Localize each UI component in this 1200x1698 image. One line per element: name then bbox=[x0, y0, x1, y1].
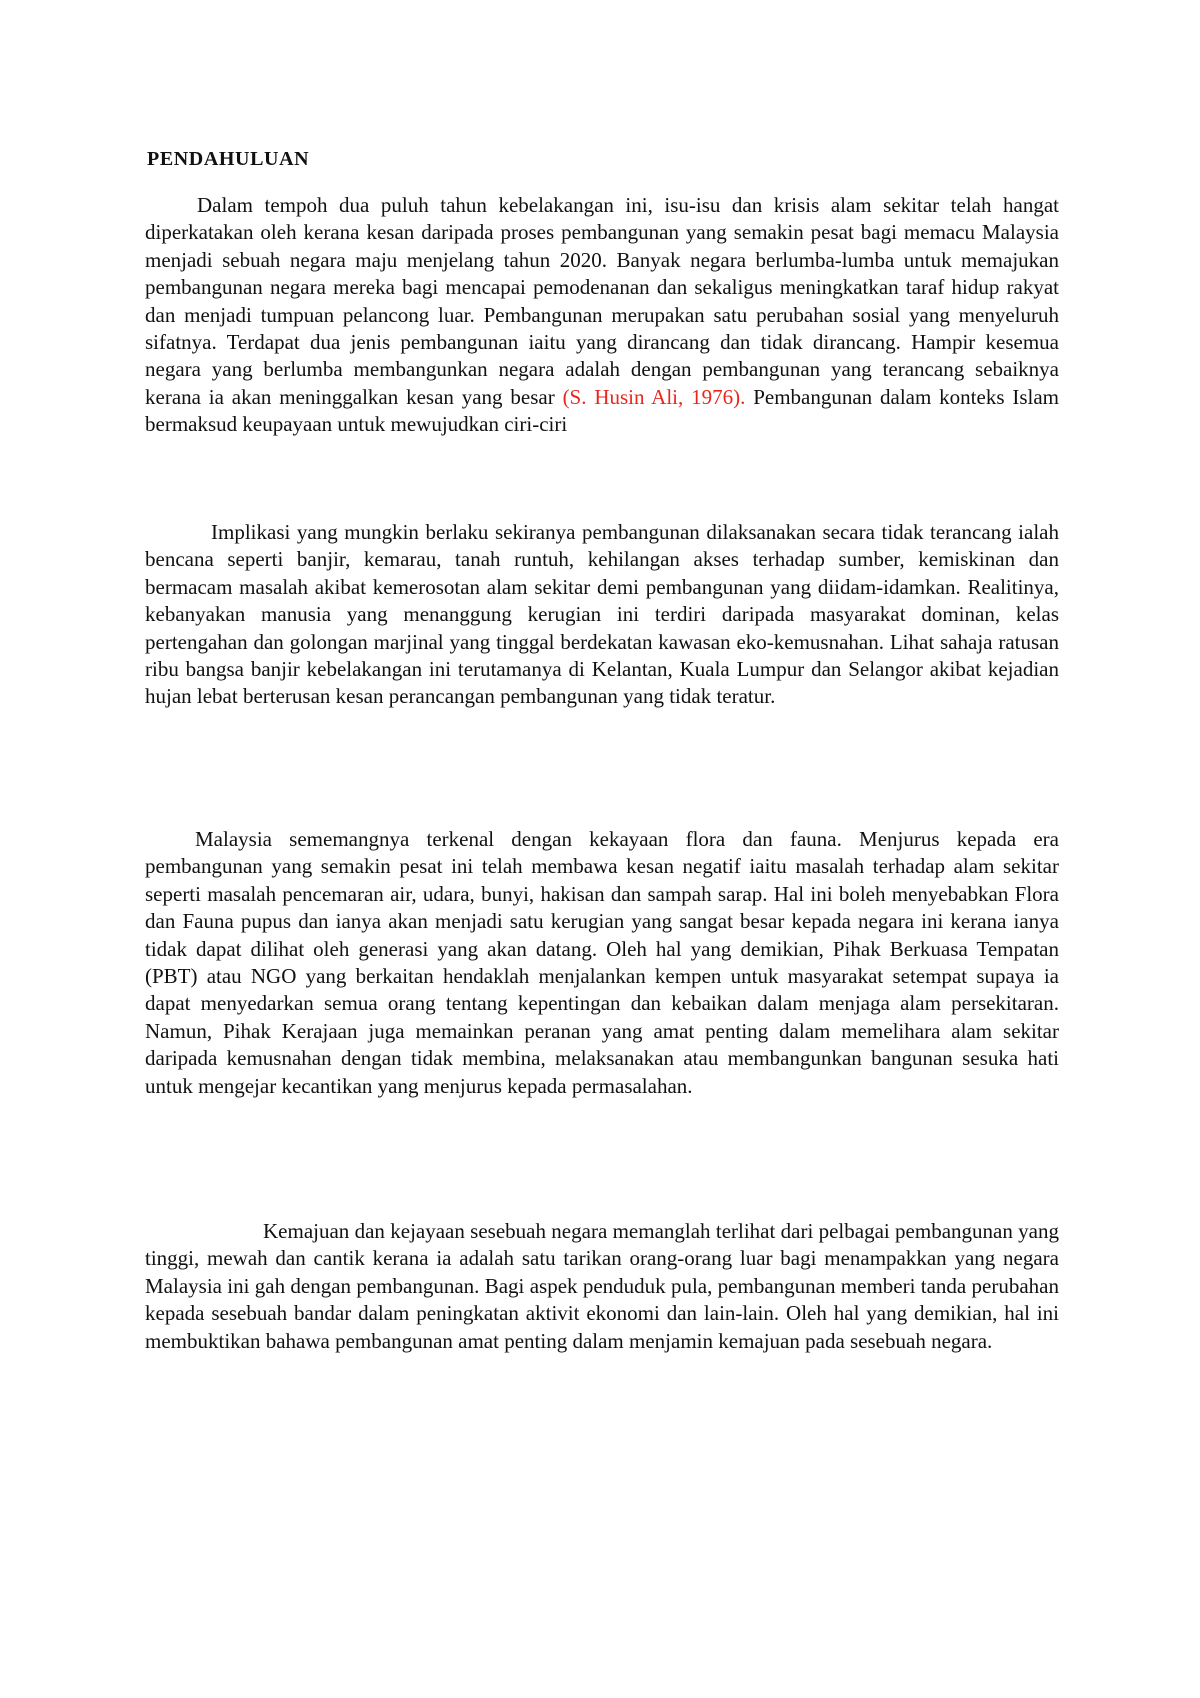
paragraph-introduction-text: Dalam tempoh dua puluh tahun kebelakangan ini, isu-isu dan krisis alam sekitar telah hangat diperkatakan oleh kerana kesan daripada proses pembangunan yang semakin pesat bagi memacu Malaysia menjadi sebuah negara maju menjelang tahun 2020. Banyak negara berlumba-lumba untuk memajukan pembangunan negara mereka bagi mencapai pemodenanan dan sekaligus meningkatkan taraf hidup rakyat dan menjadi tumpuan pelancong luar. Pembangunan merupakan satu perubahan sosial yang menyeluruh sifatnya. Terdapat dua jenis pembangunan iaitu yang dirancang dan tidak dirancang. Hampir kesemua negara yang berlumba membangunkan negara adalah dengan pembangunan yang terancang sebaiknya kerana ia akan meninggalkan kesan yang besar bbox=[145, 193, 1059, 409]
paragraph-introduction bbox=[145, 192, 1059, 439]
paragraph-introduction-continuation: Pembangunan dalam konteks Islam bermaksud keupayaan untuk mewujudkan ciri-ciri bbox=[145, 384, 1059, 437]
paragraph-flora-fauna: Malaysia sememangnya terkenal dengan kekayaan flora dan fauna. Menjurus kepada era pembangunan yang semakin pesat ini telah membawa kesan negatif iaitu masalah terhadap alam sekitar seperti masalah pencemaran air, udara, bunyi, hakisan dan sampah sarap. Hal ini boleh menyebabkan Flora dan Fauna pupus dan ianya akan menjadi satu kerugian yang sangat besar kepada negara ini kerana ianya tidak dapat dilihat oleh generasi yang akan datang. Oleh hal yang demikian, Pihak Berkuasa Tempatan (PBT) atau NGO yang berkaitan hendaklah menjalankan kempen untuk masyarakat setempat supaya ia dapat menyedarkan semua orang tentang kepentingan dan kebaikan dalam menjaga alam persekitaran. Namun, Pihak Kerajaan juga memainkan peranan yang amat penting dalam memelihara alam sekitar daripada kemusnahan dengan tidak membina, melaksanakan atau membangunkan bangunan sesuka hati untuk mengejar kecantikan yang menjurus kepada permasalahan. bbox=[145, 827, 1059, 1098]
section-heading: PENDAHULUAN bbox=[147, 148, 310, 170]
citation-reference: (S. Husin Ali, 1976). bbox=[562, 384, 746, 409]
paragraph-progress: Kemajuan dan kejayaan sesebuah negara memanglah terlihat dari pelbagai pembangunan yang tinggi, mewah dan cantik kerana ia adalah satu tarikan orang-orang luar bagi menampakkan yang negara Malaysia ini gah dengan pembangunan. Bagi aspek penduduk pula, pembangunan memberi tanda perubahan kepada sesebuah bandar dalam peningkatan aktivit ekonomi dan lain-lain. Oleh hal yang demikian, hal ini membuktikan bahawa pembangunan amat penting dalam menjamin kemajuan pada sesebuah negara. bbox=[145, 1219, 1059, 1353]
paragraph-implications: Implikasi yang mungkin berlaku sekiranya pembangunan dilaksanakan secara tidak terancang ialah bencana seperti banjir, kemarau, tanah runtuh, kehilangan akses terhadap sumber, kemiskinan dan bermacam masalah akibat kemerosotan alam sekitar demi pembangunan yang diidam-idamkan. Realitinya, kebanyakan manusia yang menanggung kerugian ini terdiri daripada masyarakat dominan, kelas pertengahan dan golongan marjinal yang tinggal berdekatan kawasan eko-kemusnahan. Lihat sahaja ratusan ribu bangsa banjir kebelakangan ini terutamanya di Kelantan, Kuala Lumpur dan Selangor akibat kejadian hujan lebat berterusan kesan perancangan pembangunan yang tidak teratur. bbox=[145, 520, 1059, 709]
